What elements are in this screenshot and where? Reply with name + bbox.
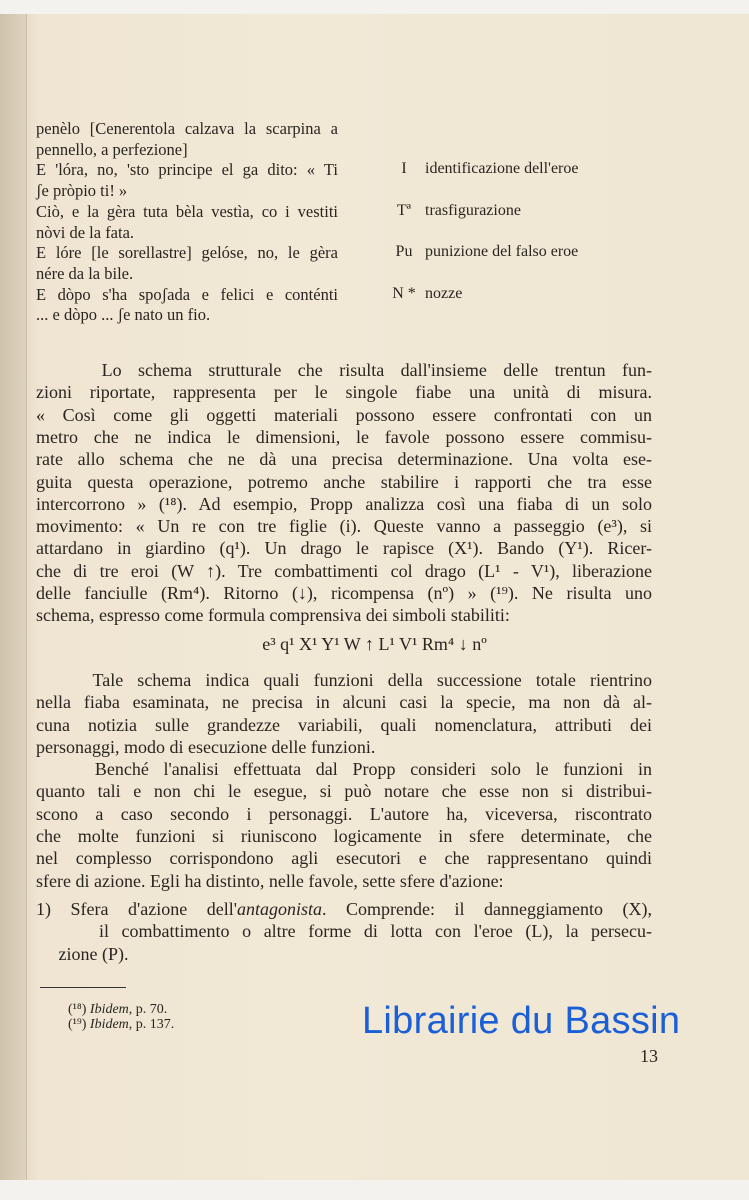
paragraph-line: sfere di azione. Egli ha distinto, nelle favole, sette sfere d'azione: <box>36 870 504 891</box>
paragraph-line: movimento: « Un re con tre figlie (i). Queste vanno a passeggio (e³), si <box>36 516 652 537</box>
paragraph-line: personaggi, modo di esecuzione delle funzioni. <box>36 736 376 757</box>
list-item-line: 1) Sfera d'azione dell'antagonista. Comprende: il danneggiamento (X), <box>36 899 653 919</box>
function-description: nozze <box>425 284 463 302</box>
function-description: punizione del falso eroe <box>425 243 579 261</box>
paragraph-line: che di tre eroi (W ↑). Tre combattimenti col drago (L¹ - V¹), liberazione <box>36 560 652 581</box>
list-item-line: il combattimento o altre forme di lotta con l'eroe (L), la persecu- <box>36 921 652 942</box>
dialect-line: ʃe pròpio ti! » <box>36 181 128 201</box>
paragraph-line: delle fanciulle (Rm⁴). Ritorno (↓), ricompensa (nº) » (¹⁹). Ne risulta uno <box>36 583 652 603</box>
dialect-line: E 'lóra, no, 'sto principe el ga dito: « Ti <box>36 160 338 180</box>
dialect-line: E dòpo s'ha spoʃada e felici e conténti <box>36 284 338 304</box>
dialect-line: Ciò, e la gèra tuta bèla vestìa, co i vestiti <box>36 201 338 221</box>
dialect-line: E lóre [le sorellastre] gelóse, no, le gèra <box>36 243 338 263</box>
list-item-line: zione (P). <box>36 943 129 964</box>
dialect-line: nòvi de la fata. <box>36 222 135 242</box>
paragraph-line: schema, espresso come formula comprensiva dei simboli stabiliti: <box>36 605 510 626</box>
dialect-line: pennello, a perfezione] <box>36 139 188 159</box>
page-number: 13 <box>640 1046 658 1066</box>
paragraph-line: quanto tali e non chi le esegue, si può notare che esse non si distribui- <box>36 781 652 802</box>
function-description: trasfigurazione <box>425 201 521 219</box>
paragraph-line: rate allo schema che ne dà una precisa determinazione. Una volta ese- <box>36 449 652 470</box>
paragraph-line: Benché l'analisi effettuata dal Propp consideri solo le funzioni in <box>36 759 652 779</box>
paragraph-line: guita questa operazione, potremo anche stabilire i rapporti che tra esse <box>36 471 652 492</box>
paragraph-line: metro che ne indica le dimensioni, le favole possono essere commisu- <box>36 426 652 447</box>
function-code: I <box>401 160 407 178</box>
paragraph-line: « Così come gli oggetti materiali possono essere confrontati con un <box>36 404 652 425</box>
paragraph-line: scono a caso secondo i personaggi. L'autore ha, viceversa, riscontrato <box>36 803 652 824</box>
watermark: Librairie du Bassin <box>362 1000 681 1042</box>
dialect-line: penèlo [Cenerentola calzava la scarpina a <box>36 119 338 138</box>
function-code: Tª <box>396 201 412 219</box>
paragraph-line: zioni riportate, rappresenta per le singole fiabe una unità di misura. <box>36 382 652 403</box>
paragraph-line: attardano in giardino (q¹). Un drago le rapisce (X¹). Bando (Y¹). Ricer- <box>36 538 652 559</box>
paragraph-line: Lo schema strutturale che risulta dall'insieme delle trentun fun- <box>36 360 652 380</box>
paragraph-line: intercorrono » (¹⁸). Ad esempio, Propp analizza così una fiaba di un solo <box>36 493 652 514</box>
function-description: identificazione dell'eroe <box>425 160 579 178</box>
dialect-line: nére da la bile. <box>36 263 134 283</box>
paragraph-line: Tale schema indica quali funzioni della successione totale rientrino <box>36 670 652 690</box>
dialect-line: ... e dòpo ... ʃe nato un fio. <box>36 305 211 325</box>
footnote: (¹⁹) Ibidem, p. 137. <box>68 1017 175 1032</box>
paragraph-line: che molte funzioni si riuniscono logicamente in sfere determinate, che <box>36 825 652 846</box>
paragraph-line: nella fiaba esaminata, ne precisa in alcuni casi la specie, ma non dà al- <box>36 692 652 713</box>
adjacent-page-edge <box>0 14 27 1180</box>
footnote: (¹⁸) Ibidem, p. 70. <box>68 1002 168 1017</box>
function-code: N * <box>392 284 416 302</box>
function-code: Pu <box>395 243 413 261</box>
paragraph-line: nel complesso corrispondono agli esecutori e che rappresentano quindi <box>36 848 652 869</box>
formula: e³ q¹ X¹ Y¹ W ↑ L¹ V¹ Rm⁴ ↓ nº <box>262 634 487 654</box>
paragraph-line: cuna notizia sulle grandezze variabili, quali nomenclatura, attributi dei <box>36 714 652 735</box>
footnote-rule <box>40 987 126 988</box>
